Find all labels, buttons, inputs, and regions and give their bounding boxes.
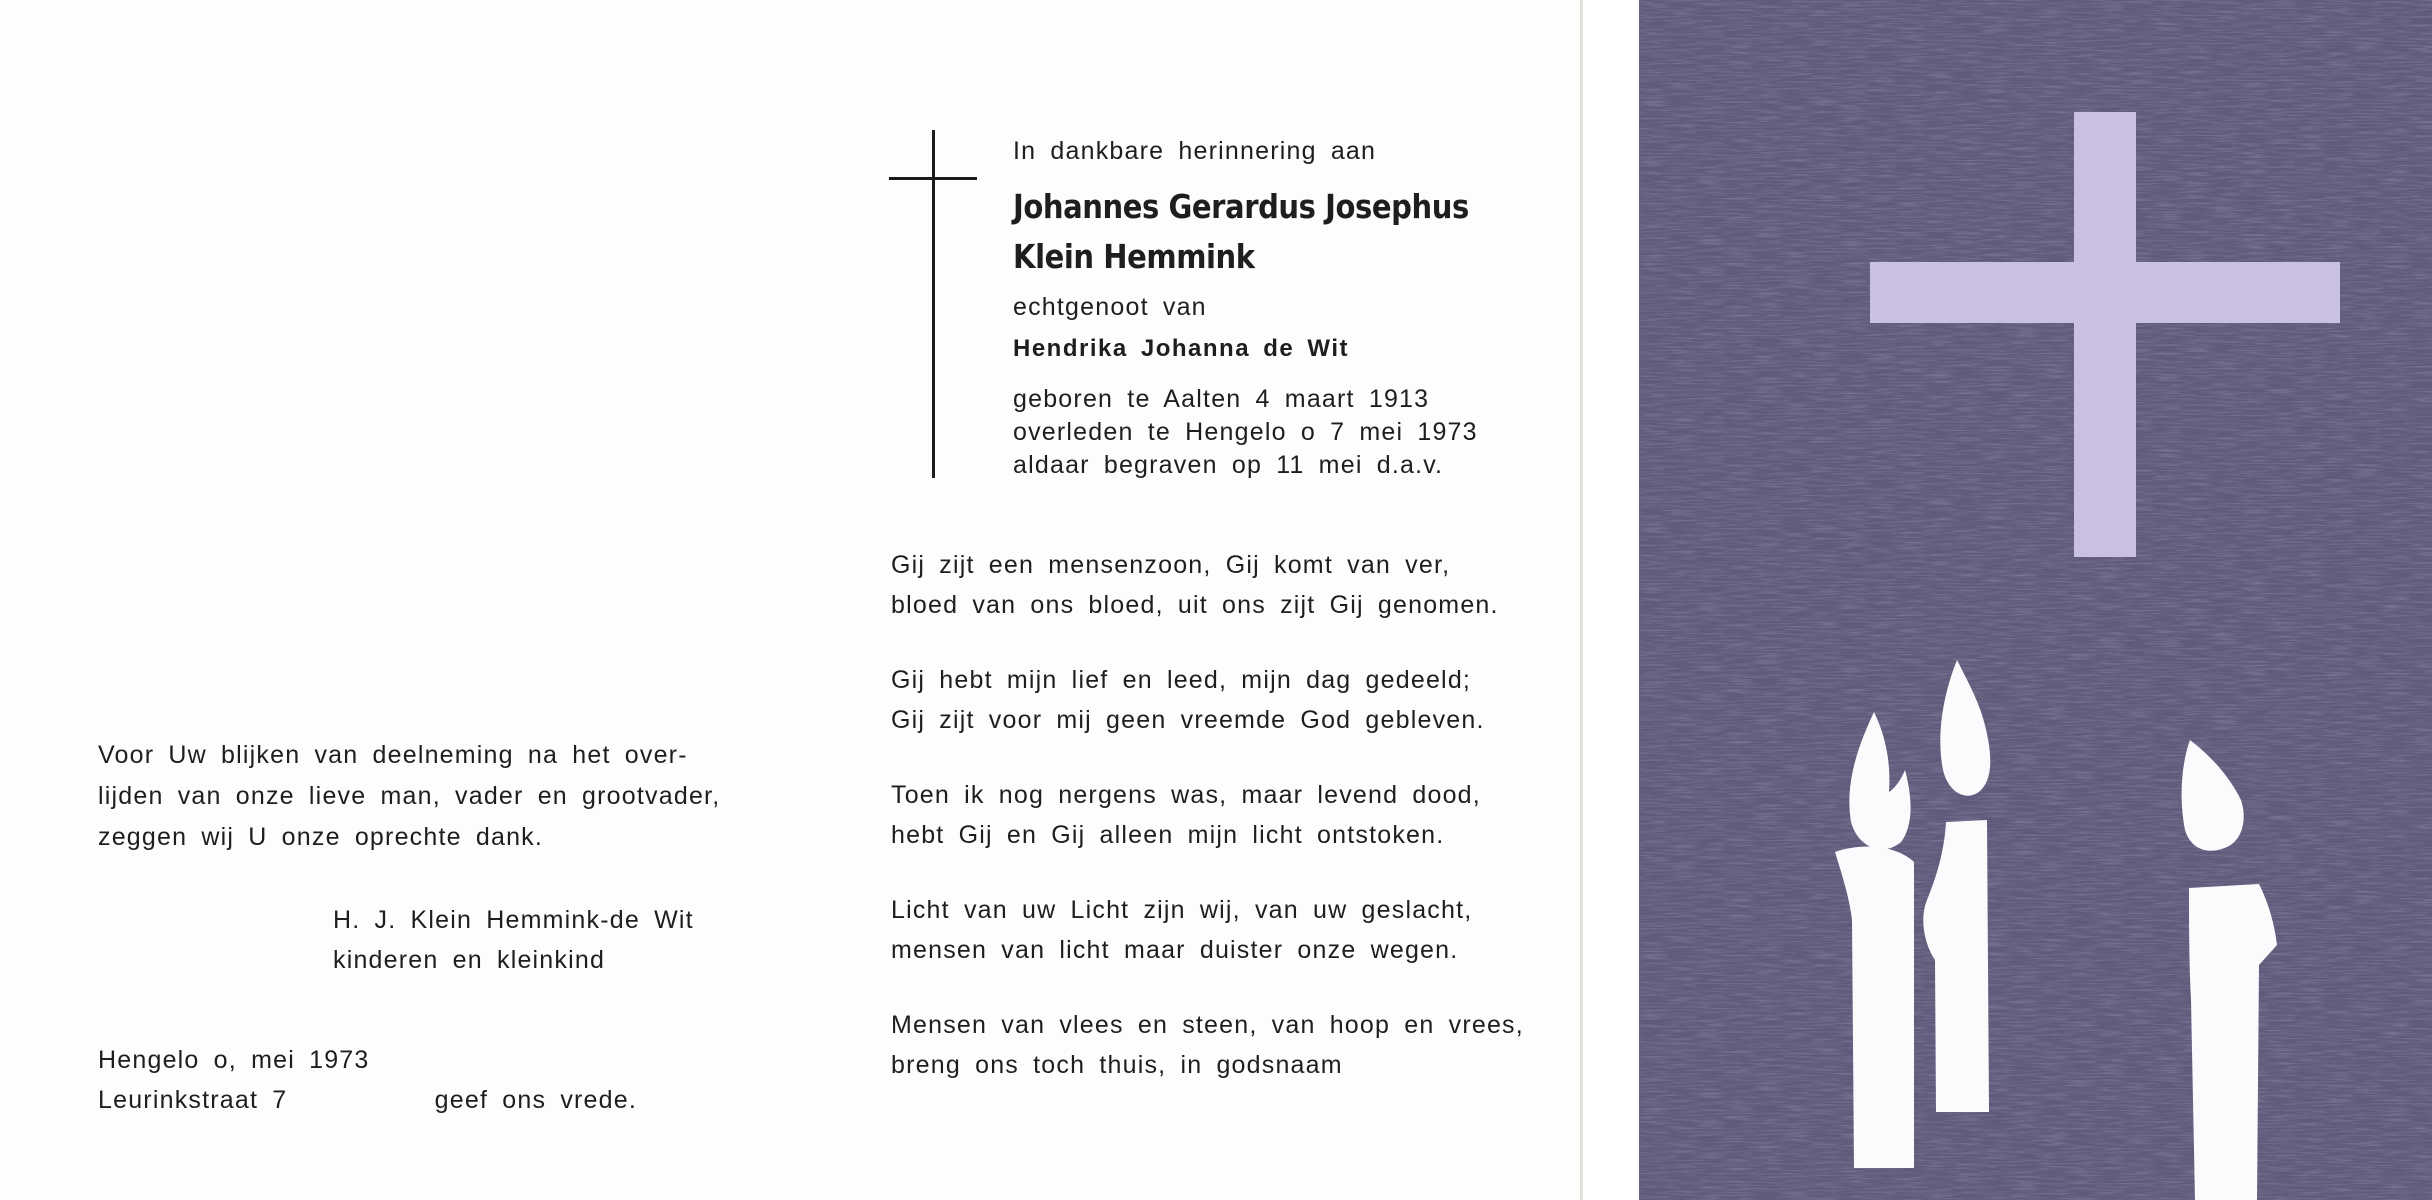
card-fold xyxy=(1580,0,1583,1200)
poem-line: Toen ik nog nergens was, maar levend dood, xyxy=(891,781,1481,809)
poem-line: Licht van uw Licht zijn wij, van uw geslacht, xyxy=(891,896,1473,924)
death-info: overleden te Hengelo o 7 mei 1973 xyxy=(1013,418,1478,446)
signature-line: kinderen en kleinkind xyxy=(333,946,606,974)
cross-icon-bar xyxy=(889,177,977,180)
deceased-name: Johannes Gerardus Josephus xyxy=(1013,187,1469,226)
deceased-surname: Klein Hemmink xyxy=(1013,237,1255,276)
front-cover-artwork xyxy=(1639,0,2432,1200)
intro-text: In dankbare herinnering aan xyxy=(1013,137,1377,165)
burial-info: aldaar begraven op 11 mei d.a.v. xyxy=(1013,451,1444,479)
poem-line: mensen van licht maar duister onze wegen. xyxy=(891,936,1459,964)
birth-info: geboren te Aalten 4 maart 1913 xyxy=(1013,385,1430,413)
spouse-name: Hendrika Johanna de Wit xyxy=(1013,335,1349,362)
poem-line: hebt Gij en Gij alleen mijn licht ontstoken. xyxy=(891,821,1445,849)
poem-line: breng ons toch thuis, in godsnaam xyxy=(891,1051,1343,1079)
spouse-label: echtgenoot van xyxy=(1013,293,1207,321)
poem-line: bloed van ons bloed, uit ons zijt Gij genomen. xyxy=(891,591,1499,619)
thanks-line: lijden van onze lieve man, vader en grootvader, xyxy=(98,782,721,810)
place-date: Hengelo o, mei 1973 xyxy=(98,1046,370,1074)
address: Leurinkstraat 7 xyxy=(98,1086,288,1114)
cross-icon xyxy=(932,130,935,478)
poem-line: Gij zijt voor mij geen vreemde God gebleven. xyxy=(891,706,1485,734)
poem-line: Mensen van vlees en steen, van hoop en vrees, xyxy=(891,1011,1524,1039)
thanks-line: zeggen wij U onze oprechte dank. xyxy=(98,823,544,851)
poem-line: geef ons vrede. xyxy=(434,1086,637,1114)
poem-line: Gij zijt een mensenzoon, Gij komt van ver, xyxy=(891,551,1451,579)
signature-line: H. J. Klein Hemmink-de Wit xyxy=(333,906,694,934)
thanks-line: Voor Uw blijken van deelneming na het over- xyxy=(98,741,688,769)
poem-line: Gij hebt mijn lief en leed, mijn dag gedeeld; xyxy=(891,666,1472,694)
cover-image xyxy=(1639,0,2432,1200)
